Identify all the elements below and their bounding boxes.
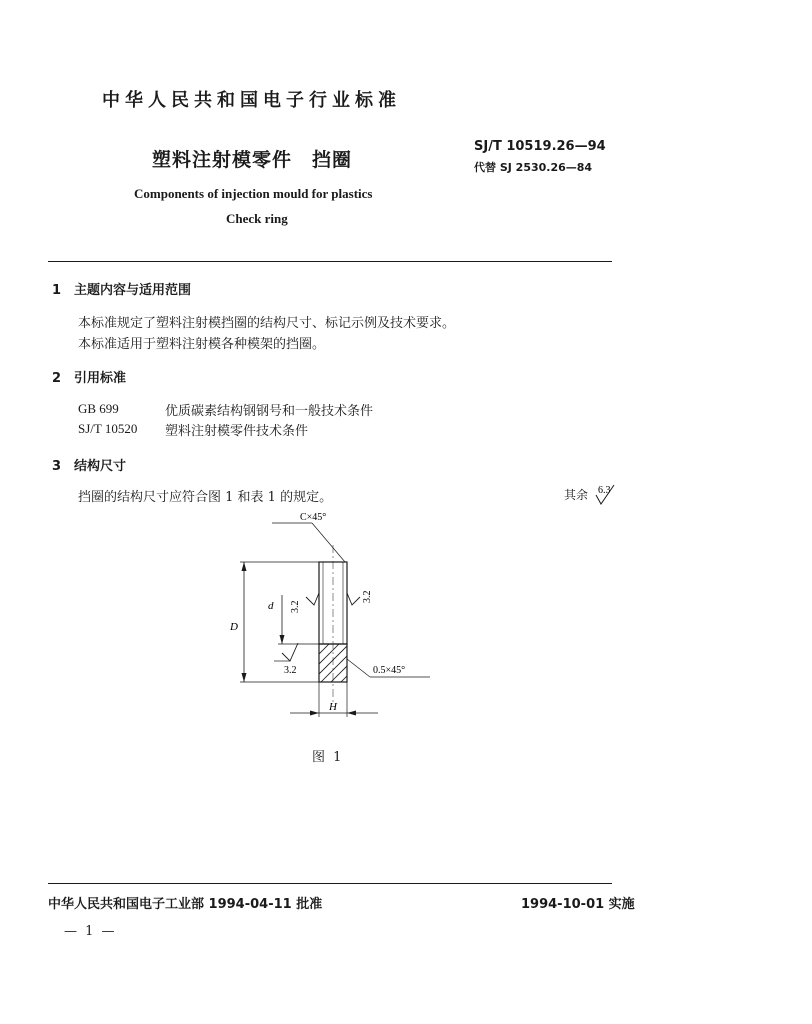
roughness-note <box>564 484 626 506</box>
document-title: 塑料注射模零件 挡圈 <box>152 149 353 171</box>
reference-title: 塑料注射模零件技术条件 <box>165 424 309 439</box>
header-divider <box>48 261 612 262</box>
section-1-paragraph-2: 本标准适用于塑料注射模各种模架的挡圈。 <box>78 337 326 352</box>
section-3-heading <box>52 455 126 474</box>
org-title: 中华人民共和国电子行业标准 <box>102 90 401 111</box>
chamfer-label: C×45° <box>300 512 327 523</box>
section-number: 3 <box>52 459 62 474</box>
section-3-paragraph-1: 挡圈的结构尺寸应符合图 1 和表 1 的规定。 <box>78 490 333 505</box>
standard-replaces: 代替 SJ 2530.26—84 <box>474 161 593 174</box>
section-number: 1 <box>52 283 62 298</box>
section-1-paragraph-1: 本标准规定了塑料注射模挡圈的结构尺寸、标记示例及技术要求。 <box>78 316 456 331</box>
english-subtitle: Check ring <box>226 211 288 226</box>
roughness-mark-bottom-icon <box>282 643 298 661</box>
section-title: 结构尺寸 <box>74 459 127 474</box>
section-number: 2 <box>52 371 62 386</box>
section-2-heading <box>52 367 126 386</box>
dimension-D-label: D <box>230 621 238 633</box>
edge-chamfer-label: 0.5×45° <box>373 665 406 676</box>
footer-divider <box>48 883 612 884</box>
effective-date: 1994-10-01 实施 <box>521 897 635 912</box>
issuer-line: 中华人民共和国电子工业部 1994-04-11 批准 <box>48 897 323 912</box>
dimension-H-label: H <box>329 701 337 713</box>
roughness-value: 6.3 <box>597 485 611 496</box>
roughness-bottom-value: 3.2 <box>284 665 297 676</box>
figure-caption: 图 1 <box>312 750 344 765</box>
section-title: 主题内容与适用范围 <box>74 283 192 298</box>
roughness-left-value: 3.2 <box>290 600 301 613</box>
roughness-right-value: 3.2 <box>362 590 373 603</box>
reference-title: 优质碳素结构钢钢号和一般技术条件 <box>165 404 374 419</box>
standard-number: SJ/T 10519.26—94 <box>474 139 606 154</box>
roughness-prefix: 其余 <box>564 488 589 502</box>
reference-code: SJ/T 10520 <box>78 421 138 436</box>
page-number: — 1 — <box>64 924 117 939</box>
reference-code: GB 699 <box>78 401 119 416</box>
dimension-d-label: d <box>268 600 274 612</box>
section-1-heading <box>52 279 191 298</box>
check-ring-drawing <box>220 505 440 735</box>
section-title: 引用标准 <box>74 371 127 386</box>
english-title: Components of injection mould for plastics <box>134 186 373 201</box>
roughness-symbol-icon <box>592 484 626 506</box>
roughness-mark-left-icon <box>306 593 319 605</box>
roughness-mark-right-icon <box>347 593 360 605</box>
